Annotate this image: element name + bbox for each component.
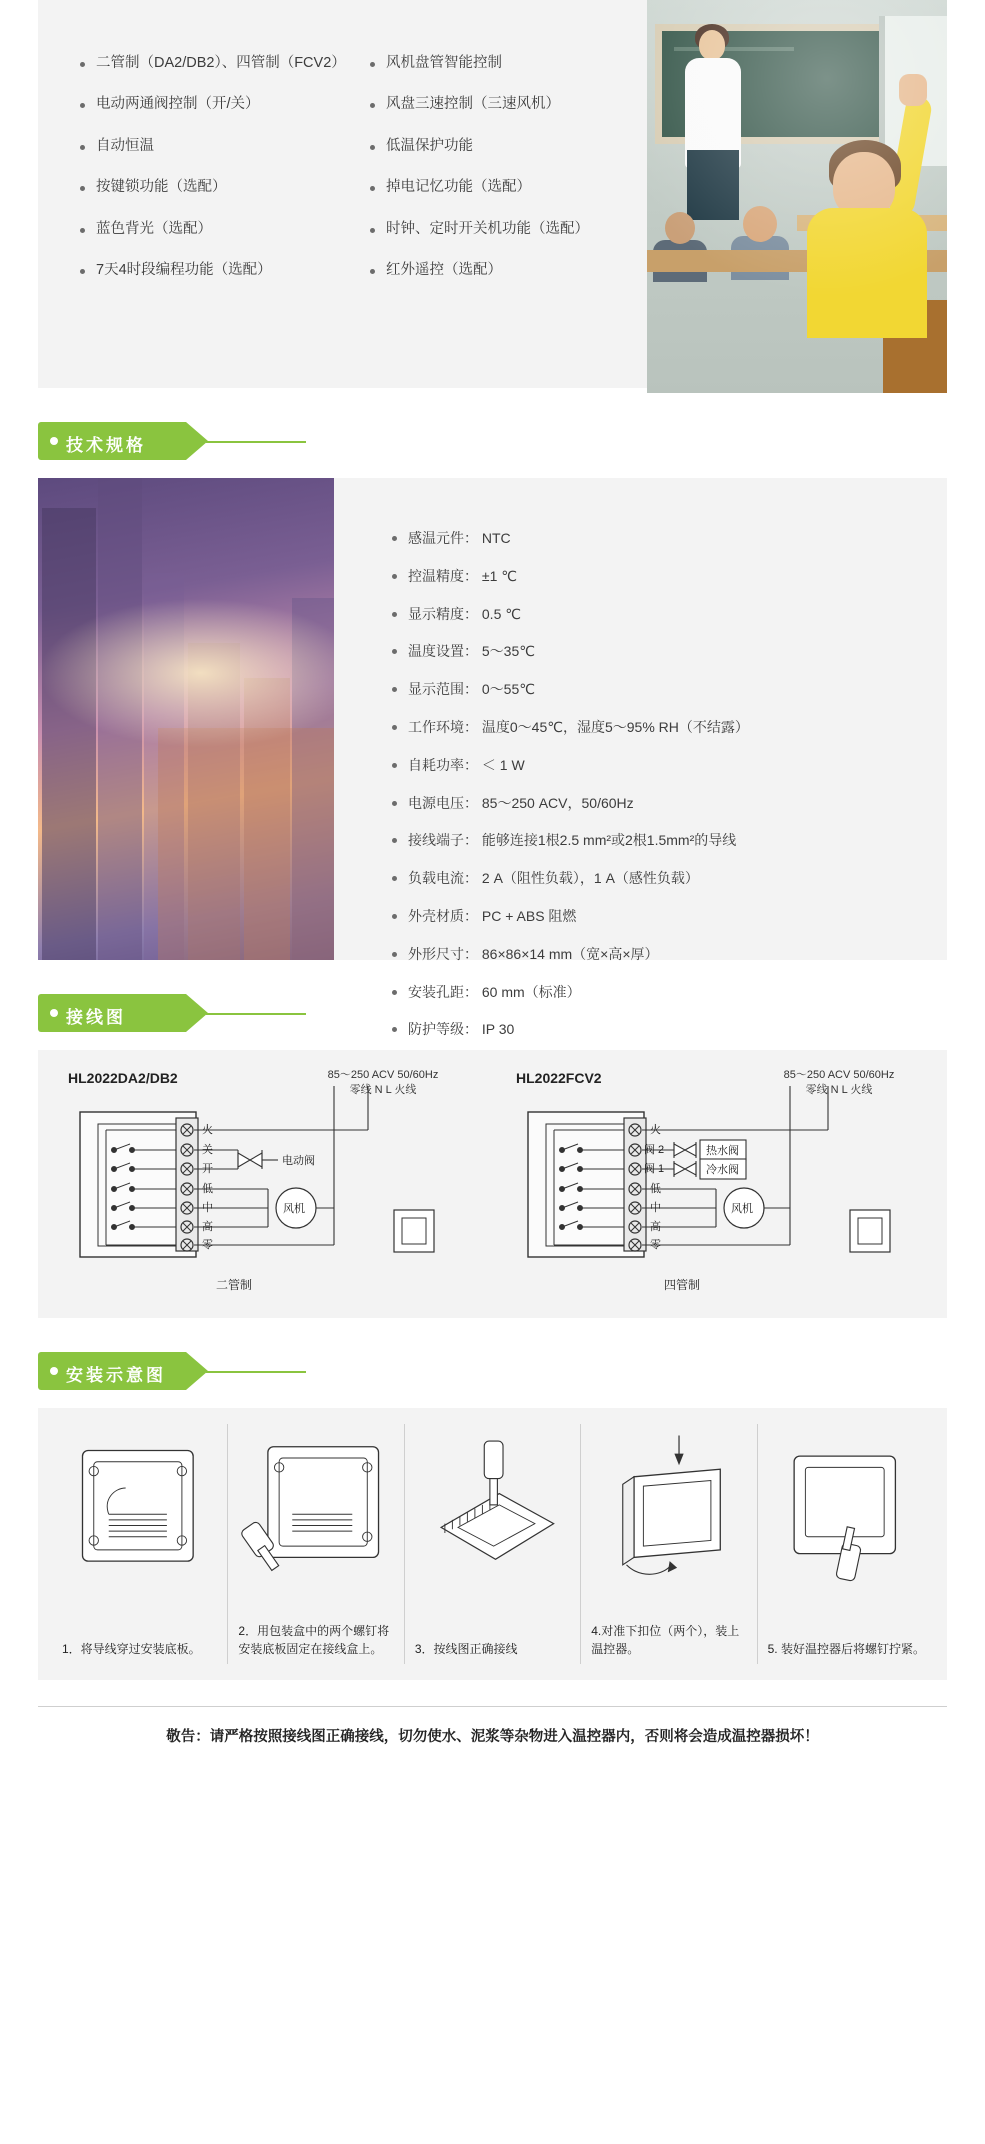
install-caption: 2．用包装盒中的两个螺钉将安装底板固定在接线盒上。 bbox=[238, 1624, 390, 1656]
warning-body: 请严格按照接线图正确接线，切勿使水、泥浆等杂物进入温控器内，否则将会造成温控器损坏！ bbox=[209, 1729, 819, 1745]
install-art-2 bbox=[236, 1428, 395, 1608]
install-caption: 4.对准下扣位（两个），装上温控器。 bbox=[591, 1624, 740, 1656]
section-heading-spec bbox=[38, 422, 228, 460]
features-column-2 bbox=[368, 55, 638, 303]
install-step-3 bbox=[405, 1424, 581, 1664]
install-caption: 5. 装好温控器后将螺钉拧紧。 bbox=[767, 1642, 925, 1656]
warning-lead: 敬告： bbox=[166, 1729, 210, 1745]
spec-item: 显示范围： 0～55℃ bbox=[390, 681, 947, 698]
terminal-label: 零 bbox=[202, 1239, 213, 1251]
spec-item: 温度设置： 5～35℃ bbox=[390, 643, 947, 660]
terminal-label: 低 bbox=[650, 1183, 661, 1195]
wiring-left-model: HL2022DA2/DB2 bbox=[68, 1070, 178, 1086]
spec-list bbox=[334, 478, 947, 1038]
bullet-icon bbox=[50, 437, 58, 445]
wiring-panel bbox=[38, 1050, 947, 1318]
install-step-1 bbox=[52, 1424, 228, 1664]
wiring-right-caption: 四管制 bbox=[664, 1278, 701, 1292]
terminal-label: 零 bbox=[650, 1239, 661, 1251]
classroom-photo bbox=[647, 0, 947, 393]
feature-item: 掉电记忆功能（选配） bbox=[368, 179, 638, 196]
install-art-4 bbox=[589, 1428, 748, 1608]
install-panel bbox=[38, 1408, 947, 1680]
terminal-label: 中 bbox=[202, 1202, 213, 1214]
spec-item: 显示精度： 0.5 ℃ bbox=[390, 606, 947, 623]
feature-item: 风机盘管智能控制 bbox=[368, 55, 638, 72]
spec-item: 外壳材质： PC + ABS 阻燃 bbox=[390, 908, 947, 925]
install-step-5 bbox=[758, 1424, 933, 1664]
spec-item: 感温元件： NTC bbox=[390, 530, 947, 547]
terminal-label: 火 bbox=[202, 1124, 213, 1136]
install-art-3 bbox=[413, 1428, 572, 1608]
terminal-label: 中 bbox=[650, 1202, 661, 1214]
install-step-4 bbox=[581, 1424, 757, 1664]
power-line-2: 零线 N L 火线 bbox=[349, 1083, 417, 1096]
section-heading-wiring bbox=[38, 994, 228, 1032]
terminal-label: 火 bbox=[650, 1124, 661, 1136]
terminal-label: 关 bbox=[202, 1144, 213, 1156]
spec-item: 控温精度： ±1 ℃ bbox=[390, 568, 947, 585]
features-panel bbox=[38, 0, 947, 388]
install-caption: 1．将导线穿过安装底板。 bbox=[62, 1642, 201, 1656]
spec-item: 接线端子： 能够连接1根2.5 mm²或2根1.5mm²的导线 bbox=[390, 832, 947, 849]
terminal-label: 阀 2 bbox=[644, 1144, 665, 1156]
wiring-right-power bbox=[744, 1068, 934, 1098]
section-title: 安装示意图 bbox=[66, 1366, 166, 1385]
feature-item: 二管制（DA2/DB2）、四管制（FCV2） bbox=[78, 55, 368, 72]
install-art-1 bbox=[60, 1428, 219, 1608]
terminal-label: 高 bbox=[202, 1221, 213, 1233]
feature-item: 电动两通阀控制（开/关） bbox=[78, 96, 368, 113]
section-heading-install bbox=[38, 1352, 228, 1390]
feature-item: 时钟、定时开关机功能（选配） bbox=[368, 221, 638, 238]
fan-label: 风机 bbox=[731, 1203, 753, 1215]
spec-item: 安装孔距： 60 mm（标准） bbox=[390, 984, 947, 1001]
power-line-1: 85～250 ACV 50/60Hz bbox=[783, 1069, 895, 1081]
spec-item: 电源电压： 85～250 ACV，50/60Hz bbox=[390, 795, 947, 812]
power-line-2: 零线 N L 火线 bbox=[805, 1083, 873, 1096]
fan-label: 风机 bbox=[283, 1203, 305, 1215]
section-title: 技术规格 bbox=[66, 436, 146, 455]
cold-valve-label: 冷水阀 bbox=[706, 1164, 739, 1176]
feature-item: 自动恒温 bbox=[78, 138, 368, 155]
feature-item: 低温保护功能 bbox=[368, 138, 638, 155]
terminal-label: 开 bbox=[202, 1163, 213, 1175]
warning-text bbox=[38, 1706, 947, 1746]
valve-label: 电动阀 bbox=[282, 1155, 315, 1167]
wiring-left-caption: 二管制 bbox=[216, 1278, 253, 1292]
wiring-right-model: HL2022FCV2 bbox=[516, 1070, 602, 1086]
bullet-icon bbox=[50, 1009, 58, 1017]
feature-item: 风盘三速控制（三速风机） bbox=[368, 96, 638, 113]
features-column-1 bbox=[78, 55, 368, 303]
city-photo bbox=[38, 478, 334, 960]
power-line-1: 85～250 ACV 50/60Hz bbox=[327, 1069, 439, 1081]
spec-item: 工作环境： 温度0～45℃，湿度5～95% RH（不结露） bbox=[390, 719, 947, 736]
hot-valve-label: 热水阀 bbox=[706, 1145, 739, 1157]
terminal-label: 低 bbox=[202, 1183, 213, 1195]
install-caption: 3．按线图正确接线 bbox=[414, 1642, 518, 1656]
install-art-5 bbox=[766, 1428, 925, 1608]
feature-item: 蓝色背光（选配） bbox=[78, 221, 368, 238]
spec-item: 外形尺寸： 86×86×14 mm（宽×高×厚） bbox=[390, 946, 947, 963]
section-title: 接线图 bbox=[66, 1008, 126, 1027]
bullet-icon bbox=[50, 1367, 58, 1375]
terminal-label: 高 bbox=[650, 1221, 661, 1233]
spec-item: 自耗功率： ＜ 1 W bbox=[390, 757, 947, 774]
feature-item: 红外遥控（选配） bbox=[368, 262, 638, 279]
terminal-label: 阀 1 bbox=[644, 1163, 665, 1175]
arrow-down-icon bbox=[675, 1435, 683, 1463]
install-step-2 bbox=[228, 1424, 404, 1664]
feature-item: 按键锁功能（选配） bbox=[78, 179, 368, 196]
spec-item: 防护等级： IP 30 bbox=[390, 1021, 947, 1038]
feature-item: 7天4时段编程功能（选配） bbox=[78, 262, 368, 279]
spec-item: 负载电流： 2 A（阻性负载），1 A（感性负载） bbox=[390, 870, 947, 887]
